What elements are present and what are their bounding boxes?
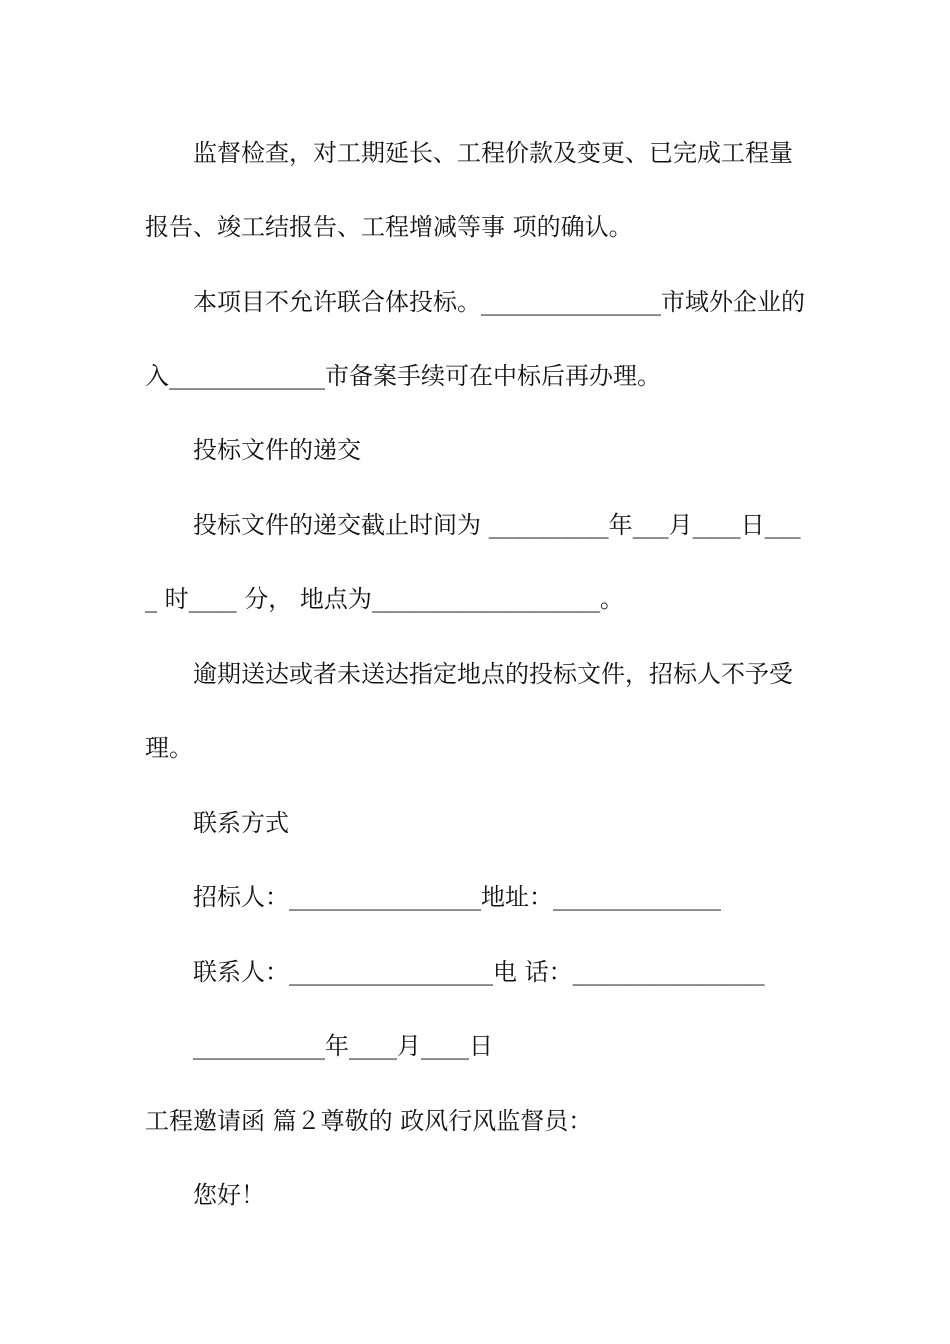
paragraph-line-late-submission: 逾期送达或者未送达指定地点的投标文件，招标人不予受 — [193, 660, 793, 688]
section-heading-contact: 联系方式 — [193, 809, 289, 837]
greeting-line: 您好！ — [193, 1181, 265, 1209]
paragraph-line-time-place: _ 时____ 分， 地点为___________________。 — [145, 585, 624, 613]
letter-title-salutation: 工程邀请函 篇２尊敬的 政风行风监督员： — [145, 1107, 593, 1135]
paragraph-line-4: 入_____________市备案手续可在中标后再办理。 — [145, 362, 661, 390]
paragraph-line-1: 监督检查，对工期延长、工程价款及变更、已完成工程量 — [193, 139, 793, 167]
paragraph-line-late-submission-end: 理。 — [145, 734, 193, 762]
paragraph-line-3: 本项目不允许联合体投标。_______________市域外企业的 — [193, 288, 805, 316]
section-heading-bid-submission: 投标文件的递交 — [193, 436, 361, 464]
contact-person-phone: 联系人：_________________电 话：________________ — [193, 958, 765, 986]
paragraph-line-2: 报告、竣工结报告、工程增减等事 项的确认。 — [145, 213, 633, 241]
date-line: ___________年____月____日 — [193, 1032, 493, 1060]
contact-tenderer-address: 招标人：________________地址：______________ — [193, 883, 721, 911]
paragraph-line-deadline: 投标文件的递交截止时间为 __________年___月____日___ — [193, 511, 801, 539]
